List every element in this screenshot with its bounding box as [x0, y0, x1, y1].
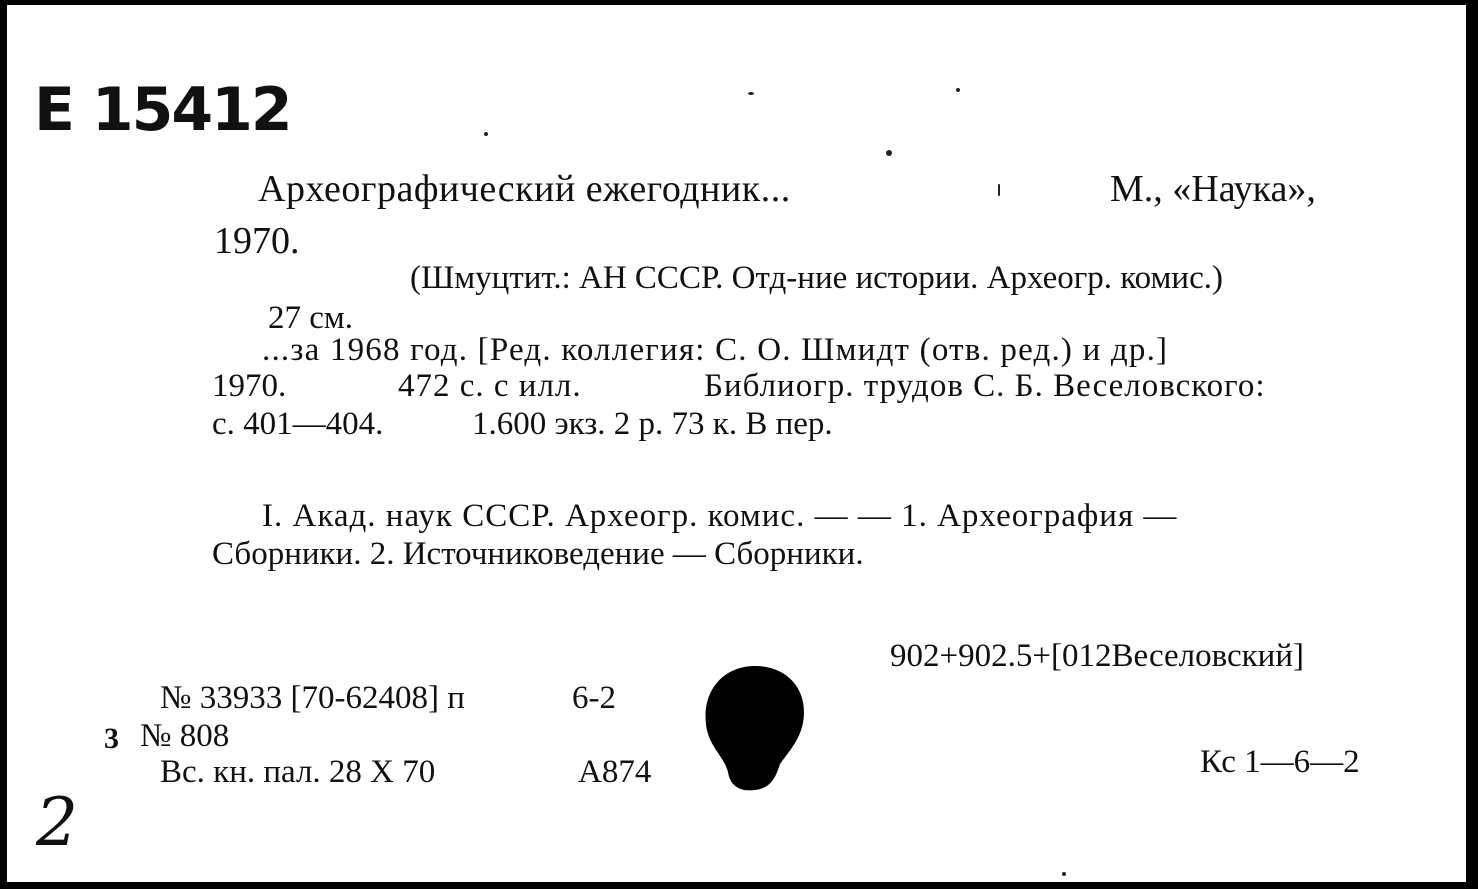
scan-speck [1062, 872, 1066, 876]
card-border-left [0, 0, 7, 889]
card-number-code: 6-2 [572, 680, 616, 716]
card-body-line-2-bibliography: Библиогр. трудов С. Б. Веселовского: [704, 368, 1266, 404]
card-body-line-3-pages: с. 401—404. [212, 406, 384, 442]
punch-hole-icon [700, 664, 810, 794]
card-border-bottom [0, 882, 1478, 889]
shelf-mark: Е 15412 [34, 75, 291, 145]
card-body-line-1: ...за 1968 год. [Ред. коллегия: С. О. Шмидт (отв. ред.) и др.] [262, 332, 1169, 368]
card-subjects-line-1: I. Акад. наук СССР. Археогр. комис. — — 1. Археография — [262, 498, 1178, 534]
card-half-title: (Шмуцтит.: АН СССР. Отд-ние истории. Археогр. комис.) [410, 260, 1223, 296]
card-body-line-2-pages: 472 с. с илл. [398, 368, 582, 404]
card-classification: 902+902.5+[012Веселовский] [890, 638, 1304, 674]
card-number-line: № 33933 [70-62408] п [160, 680, 465, 716]
card-border-top [0, 0, 1478, 5]
card-year: 1970. [214, 220, 300, 262]
card-subjects-line-2: Сборники. 2. Источниковедение — Сборники. [212, 536, 864, 572]
card-order-prefix: 3 [104, 722, 119, 755]
card-publisher: М., «Наука», [1110, 168, 1316, 210]
card-order-line: № 808 [140, 718, 230, 754]
card-body-line-3-price: 1.600 экз. 2 р. 73 к. В пер. [472, 406, 833, 442]
scan-speck [998, 184, 1000, 196]
card-body-line-2-year: 1970. [212, 368, 287, 404]
scan-speck [886, 150, 892, 156]
scan-speck [956, 88, 960, 92]
handwritten-mark: 2 [36, 784, 78, 861]
card-print-code: А874 [578, 754, 652, 790]
card-border-right [1466, 0, 1478, 889]
card-print-line: Вс. кн. пал. 28 X 70 [160, 754, 436, 790]
card-title: Археографический ежегодник... [258, 168, 791, 210]
scan-speck [748, 92, 754, 95]
scan-speck [484, 132, 488, 136]
card-kc-code: Кс 1—6—2 [1200, 744, 1360, 780]
card-size: 27 см. [268, 300, 354, 336]
